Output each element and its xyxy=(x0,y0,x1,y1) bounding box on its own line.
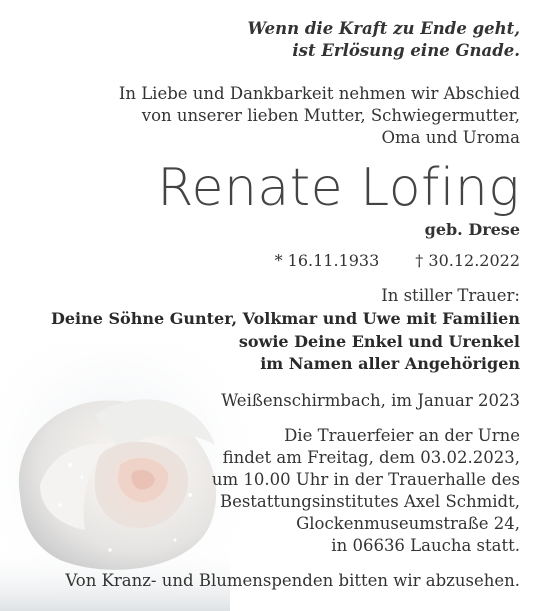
birth-date: * 16.11.1933 xyxy=(274,251,380,270)
ceremony-line: um 10.00 Uhr in der Trauerhalle des xyxy=(211,470,520,489)
ceremony-line: findet am Freitag, dem 03.02.2023, xyxy=(222,448,520,467)
maiden-name: geb. Drese xyxy=(424,220,520,239)
ceremony-line: Bestattungsinstitutes Axel Schmidt, xyxy=(219,492,520,511)
motto-line: ist Erlösung eine Gnade. xyxy=(292,41,520,60)
ceremony-line: Die Trauerfeier an der Urne xyxy=(284,426,520,445)
intro-line: von unserer lieben Mutter, Schwiegermutter, xyxy=(141,106,520,125)
mourners-line: im Namen aller Angehörigen xyxy=(260,354,520,373)
intro-line: In Liebe und Dankbarkeit nehmen wir Abschied xyxy=(118,84,520,103)
motto-line: Wenn die Kraft zu Ende geht, xyxy=(247,19,520,38)
ceremony-line: in 06636 Laucha statt. xyxy=(331,536,520,555)
intro-line: Oma und Uroma xyxy=(381,128,520,147)
deceased-name: Renate Lofing xyxy=(157,158,520,218)
mourners-line: Deine Söhne Gunter, Volkmar und Uwe mit Familien xyxy=(50,309,520,328)
ceremony-line: Glockenmuseumstraße 24, xyxy=(296,514,520,533)
mourning-label: In stiller Trauer: xyxy=(381,286,520,305)
motto xyxy=(247,18,520,62)
intro-text xyxy=(119,83,520,149)
mourners-list xyxy=(51,308,520,376)
ceremony-info xyxy=(212,425,520,557)
life-dates xyxy=(275,250,520,272)
death-date: † 30.12.2022 xyxy=(415,251,520,270)
mourners-line: sowie Deine Enkel und Urenkel xyxy=(238,331,520,351)
place-and-date: Weißenschirmbach, im Januar 2023 xyxy=(221,391,520,410)
closing-note: Von Kranz- und Blumenspenden bitten wir abzusehen. xyxy=(65,571,520,590)
